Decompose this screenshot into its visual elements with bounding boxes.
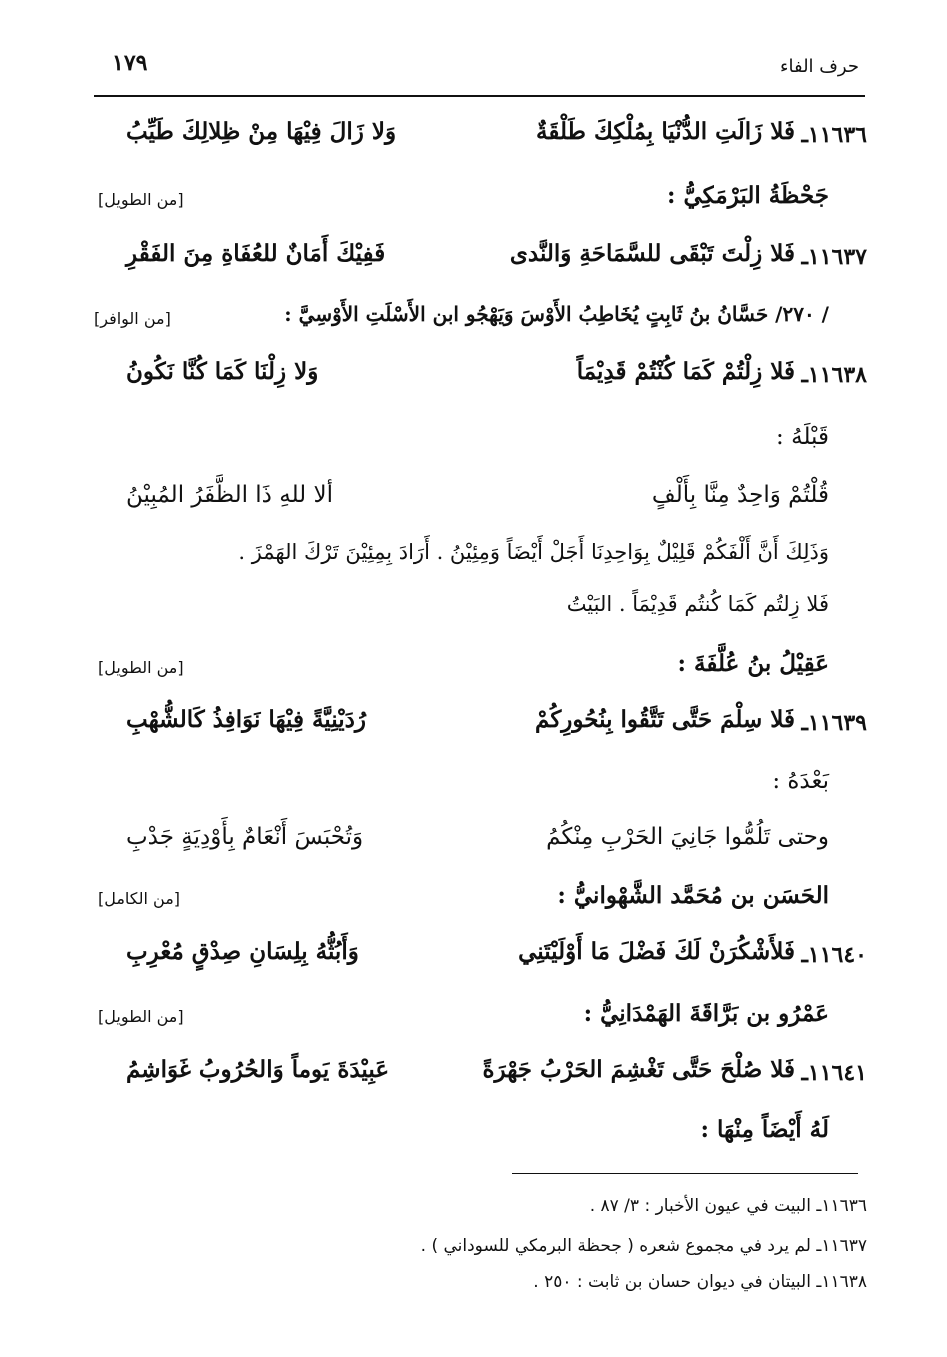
verse-hemistich-second: رُدَيْنِيَّةً فِيْهَا نَوَافِذُ كَالشُّهْبِ xyxy=(126,706,366,733)
verse-hemistich-first: قُلْتُمْ وَاحِدٌ مِنَّا بِأَلْفٍ xyxy=(651,482,829,508)
meter-label: [من الكامل] xyxy=(98,889,181,908)
section-label: بَعْدَهُ : xyxy=(772,768,829,794)
page-number: ١٧٩ xyxy=(112,50,148,76)
meter-label: [من الطويل] xyxy=(98,658,184,677)
header-rule xyxy=(94,95,865,97)
prose-line: فَلا زِلتُم كَمَا كُنتُم قَدِيْمَاً . البَيْتُ xyxy=(566,592,829,616)
meter-label: [من الطويل] xyxy=(98,190,184,209)
verse-number: ١١٦٣٦ـ xyxy=(801,122,867,148)
verse-number: ١١٦٣٨ـ xyxy=(801,362,867,388)
verse-number: ١١٦٣٩ـ xyxy=(801,710,867,736)
verse-number: ١١٦٣٧ـ xyxy=(801,244,867,270)
poet-name: الحَسَن بن مُحَمَّد الشَّهْوانيُّ : xyxy=(557,882,829,909)
verse-hemistich-second: وَلا زِلْنَا كَمَا كُنَّا نَكُونُ xyxy=(126,358,319,385)
verse-hemistich-first: فَلا زَالَتِ الدُّنْيَا بِمُلْكِكَ طَلْقَةٌ xyxy=(536,118,795,145)
footnote: ١١٦٣٨ـ البيتان في ديوان حسان بن ثابت : ٢٥٠ . xyxy=(533,1272,867,1292)
poet-name: عَمْرُو بن بَرَّاقَةَ الهَمْدَانِيُّ : xyxy=(583,1000,829,1027)
verse-hemistich-first: وحتى تَلُمُّوا جَانِيَ الحَرْبِ مِنْكُمُ xyxy=(546,824,829,850)
verse-hemistich-second: وَأَبُثُّهُ بِلِسَانِ صِدْقٍ مُعْرِبِ xyxy=(126,938,359,965)
verse-hemistich-first: فَلا زِلْتَ تَبْقَى للسَّمَاحَةِ وَالنَّدى xyxy=(509,240,795,267)
chapter-title: حرف الفاء xyxy=(780,56,859,77)
verse-hemistich-second: فَفِيْكَ أَمَانٌ للعُفَاةِ مِنَ الفَقْرِ xyxy=(126,240,386,267)
meter-label: [من الطويل] xyxy=(98,1007,184,1026)
poet-name: جَحْظَةُ البَرْمَكِيُّ : xyxy=(667,182,829,209)
footnote: ١١٦٣٦ـ البيت في عيون الأخبار : ٣/ ٨٧ . xyxy=(589,1196,867,1216)
verse-hemistich-second: ألا للهِ ذَا الظَّفَرُ المُبِيْنُ xyxy=(126,482,334,508)
verse-hemistich-second: عَبِيْدَةَ يَوماً وَالحُرُوبُ غَوَاشِمُ xyxy=(126,1056,390,1083)
section-label: لَهُ أَيْضَاً مِنْهَا : xyxy=(700,1116,829,1143)
poet-name: / ٢٧٠/ حَسَّانُ بنُ ثَابِتٍ يُخَاطِبُ الأَوْسَ وَيَهْجُو ابن الأَسْلَتِ الأَوْسِيَّ : xyxy=(284,302,829,326)
footnote-rule xyxy=(512,1173,858,1174)
verse-hemistich-first: فَلا صُلْحَ حَتَّى تَغْشِمَ الحَرْبُ جَهْرَةً xyxy=(482,1056,795,1083)
footnote: ١١٦٣٧ـ لم يرد في مجموع شعره ( جحظة البرمكي للسوداني ) . xyxy=(420,1236,867,1256)
poet-name: عَقِيْلُ بنُ عُلَّفَةَ : xyxy=(677,650,829,677)
verse-hemistich-second: وَلا زَالَ فِيْهَا مِنْ ظِلالِكَ طَيِّبُ xyxy=(126,118,397,145)
verse-hemistich-first: فَلا سِلْمَ حَتَّى تَتَّقُوا بِنُحُورِكُمْ xyxy=(535,706,795,733)
verse-number: ١١٦٤١ـ xyxy=(801,1060,867,1086)
section-label: قَبْلَهُ : xyxy=(776,424,829,450)
prose-line: وَذَلِكَ أَنَّ أَلْفَكُمْ قَلِيْلٌ بِوَاحِدِنَا أَجَلْ أَيْضَاً وَمِئِيْنُ . أَرَادَ بِمِئِيْنَ تَرْكَ الهَمْزَ . xyxy=(238,540,829,564)
meter-label: [من الوافر] xyxy=(94,309,171,328)
verse-hemistich-first: فَلا زِلْتُمْ كَمَا كُنْتُمْ قَدِيْمَاً xyxy=(576,358,795,385)
verse-hemistich-first: فَلأَشْكُرَنْ لَكَ فَضْلَ مَا أَوْلَيْتَنِي xyxy=(518,938,795,965)
verse-number: ١١٦٤٠ـ xyxy=(801,942,867,968)
verse-hemistich-second: وَتُحْبَسَ أَنْعَامٌ بِأَوْدِيَةٍ جَدْبِ xyxy=(126,824,364,850)
